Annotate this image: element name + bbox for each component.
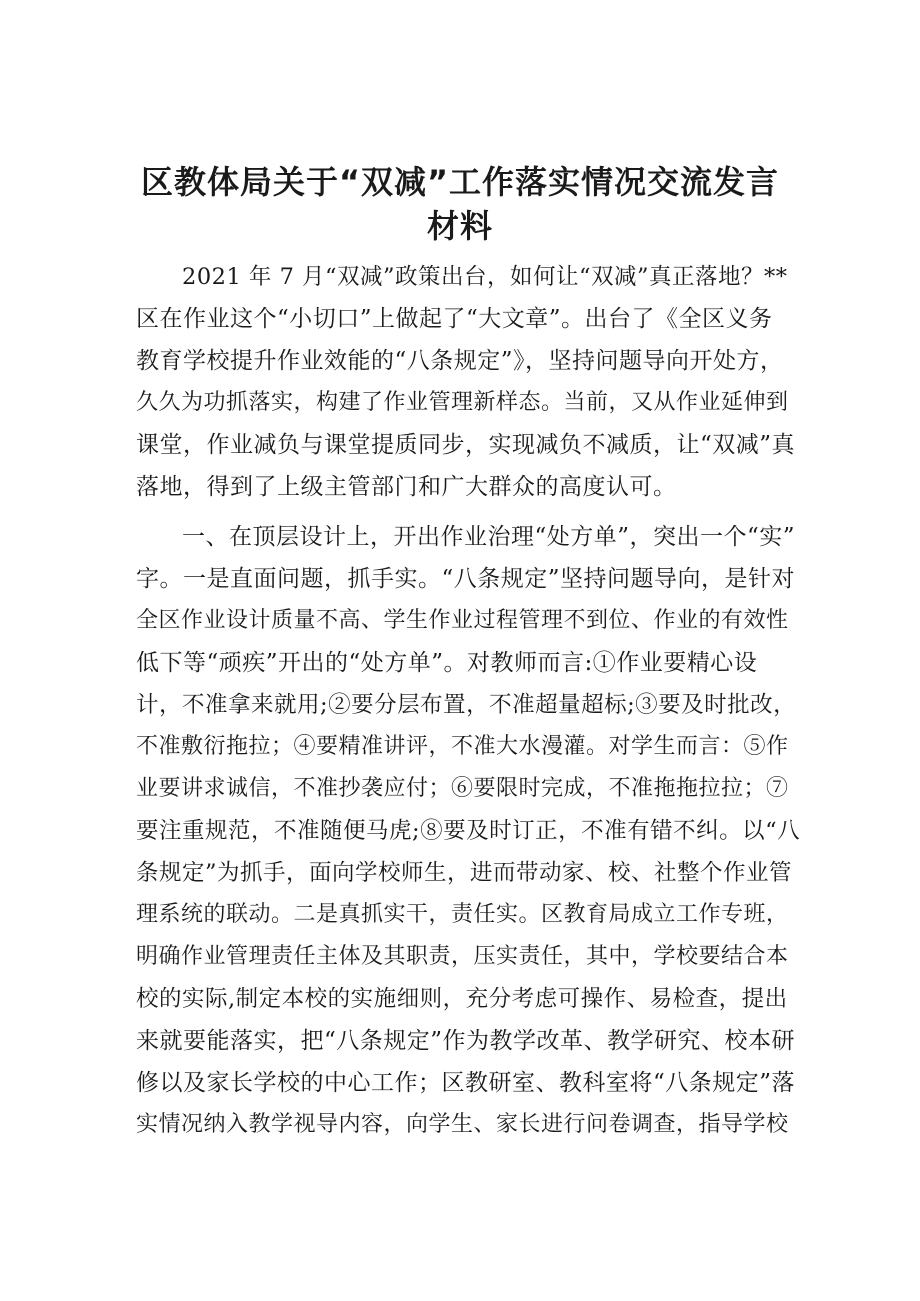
body-line: 教育学校提升作业效能的“八条规定”》，坚持问题导向开处方，: [136, 348, 784, 374]
body-line: 区在作业这个“小切口”上做起了“大文章”。出台了《全区义务: [136, 306, 773, 332]
body-line: 2021 年 7 月“双减”政策出台，如何让“双减”真正落地？**: [182, 264, 788, 290]
body-line: 不准敷衍拖拉；④要精准讲评，不准大水漫灌。对学生而言：⑤作: [136, 734, 789, 759]
body-line: 低下等“顽疾”开出的“处方单”。对教师而言:①作业要精心设: [136, 650, 758, 676]
body-line: 要注重规范，不准随便马虎;⑧要及时订正，不准有错不纠。以“八: [136, 818, 801, 844]
body-line: 计，不准拿来就用;②要分层布置，不准超量超标;③要及时批改，: [136, 692, 797, 718]
body-line: 久久为功抓落实，构建了作业管理新样态。当前，又从作业延伸到: [136, 390, 789, 415]
body-line: 校的实际,制定本校的实施细则，充分考虑可操作、易检查，提出: [136, 986, 788, 1012]
body-line: 来就要能落实，把“八条规定”作为教学改革、教学研究、校本研: [136, 1028, 796, 1054]
body-line: 实情况纳入教学视导内容，向学生、家长进行问卷调查，指导学校: [136, 1112, 789, 1137]
body-line: 修以及家长学校的中心工作；区教研室、教科室将“八条规定”落: [136, 1070, 796, 1096]
body-line: 条规定”为抓手，面向学校师生，进而带动家、校、社整个作业管: [136, 860, 793, 886]
body-line: 课堂，作业减负与课堂提质同步，实现减负不减质，让“双减”真: [136, 432, 796, 458]
body-line: 业要讲求诚信，不准抄袭应付；⑥要限时完成，不准拖拖拉拉；⑦: [136, 776, 789, 801]
body-line: 字。一是直面问题，抓手实。“八条规定”坚持问题导向，是针对: [136, 566, 796, 592]
body-line: 落地，得到了上级主管部门和广大群众的高度认可。: [136, 474, 677, 500]
body-line: 理系统的联动。二是真抓实干，责任实。区教育局成立工作专班，: [136, 902, 789, 927]
body-line: 明确作业管理责任主体及其职责，压实责任，其中，学校要结合本: [136, 944, 789, 969]
body-line: 全区作业设计质量不高、学生作业过程管理不到位、作业的有效性: [136, 608, 789, 633]
document-title-line-2: 材料: [426, 207, 493, 245]
body-line: 一、在顶层设计上，开出作业治理“处方单”，突出一个“实”: [182, 524, 796, 550]
document-title-line-1: 区教体局关于“双减”工作落实情况交流发言: [140, 163, 780, 201]
